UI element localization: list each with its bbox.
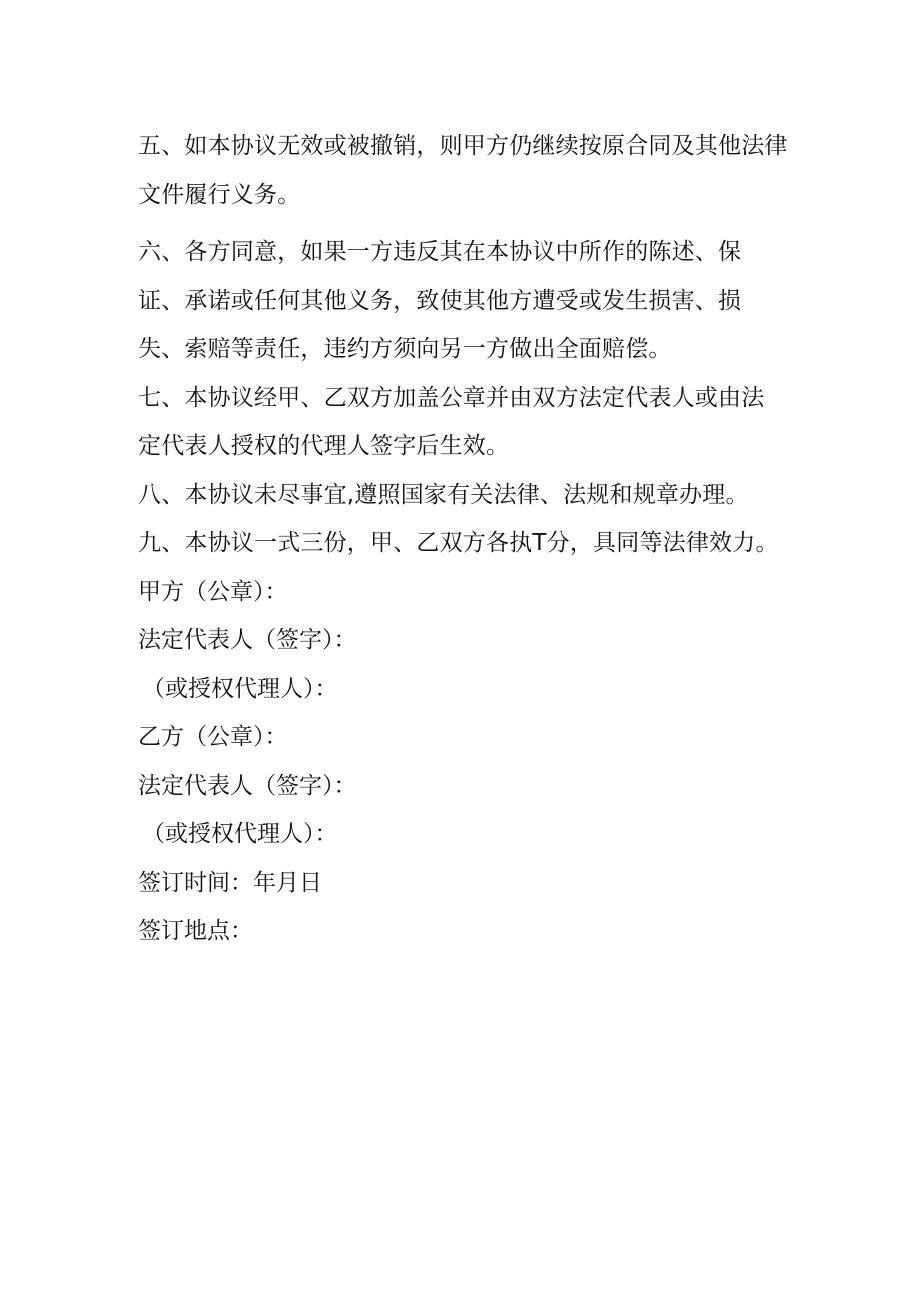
clause-7 (138, 374, 798, 471)
clause-8-line-1: 八、本协议未尽事宜,遵照国家有关法律、法规和规章办理。 (138, 481, 749, 508)
clause-6-line-1: 六、各方同意，如果一方违反其在本协议中所作的陈述、保 (138, 239, 742, 265)
document-body (138, 122, 798, 956)
party-b-agent-field: （或授权代理人）： (142, 821, 338, 847)
signing-place-field: 签订地点： (138, 918, 253, 944)
signature-block (138, 568, 798, 956)
clause-5-line-1: 五、如本协议无效或被撤销，则甲方仍继续按原合同及其他法律 (138, 133, 788, 159)
party-b-seal-field: 乙方（公章）： (138, 724, 288, 750)
party-a-representative-field: 法定代表人（签字）： (138, 627, 357, 653)
party-a-seal-field: 甲方（公章）： (138, 578, 288, 605)
party-a-agent-field: （或授权代理人）： (142, 675, 338, 702)
party-b-representative-field: 法定代表人（签字）： (138, 772, 357, 799)
clause-5-line-2: 文件履行义务。 (138, 181, 301, 208)
clause-9 (138, 519, 798, 568)
clause-6-line-2: 证、承诺或任何其他义务，致使其他方遭受或发生损害、损 (138, 287, 742, 314)
clause-6-line-3: 失、索赔等责任，违约方须向另一方做出全面赔偿。 (138, 336, 672, 362)
clause-9-line-1: 九、本协议一式三份，甲、乙双方各执T分，具同等法律效力。 (138, 530, 779, 556)
clause-7-line-1: 七、本协议经甲、乙双方加盖公章并由双方法定代表人或由法 (138, 384, 765, 411)
clause-7-line-2: 定代表人授权的代理人签字后生效。 (138, 433, 510, 459)
clause-6 (138, 228, 798, 374)
signing-date-field: 签订时间：年月日 (138, 869, 322, 896)
clause-8 (138, 471, 798, 520)
clause-5 (138, 122, 798, 219)
